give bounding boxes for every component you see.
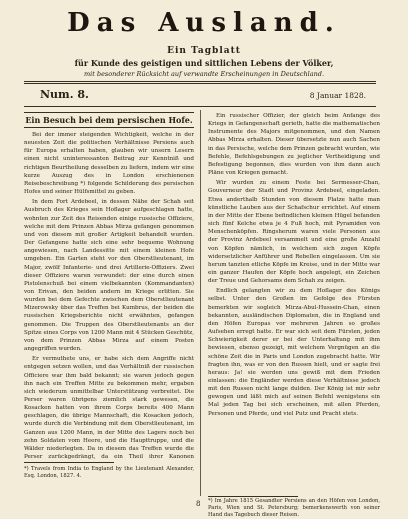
paragraph: In dem Fort Ardebeel, in dessen Nähe der Schah seit Ausbruch des Krieges sein Hoflager aufgeschlagen hatte, wohnten zur Zeit des Reisenden einige russische Offiziere, welche mit dem Prinzen Abbas Mirza gefangen genommen und von diesem mit großer Artigkeit behandelt wurden. Der Gefangene hatte sich eine sehr bequeme Wohnung angewiesen, nach Landessitte mit einem kleinen Hofe umgeben. Ein Garten steht vor den Oberstlieutenant, im Major, zwölf Infanterie- und drei Artillerie-Offiziers. Zwei dieser Offiziere waren verwundet: der eine durch einen Pistolenschuß bei einem vielbekannten (Kommandanten) von Erivan, den beiden andern im Kriege erlitten. Sie wurden bei dem Gefechte zwischen dem Oberstlieutenant Mizerowsky über das Treffen bei Kumbrus, der beiden die russischen Kriegsberichte nicht erwähnten, gefangen genommen. Die Truppen des Oberstlieutenants an der Spitze eines Corps von 1200 Mann mit 4 Stücken Geschütz, von dem Prinzen Abbas Mirza auf einem Posten angegriffen wurden. [24,199,194,353]
footnote-rule-right [208,496,298,497]
masthead-subtitle: Ein Tagblatt [167,46,241,56]
paragraph: Bei der immer steigenden Wichtigkeit, welche in der neuesten Zeit die politischen Verhältnisse Persiens auch für Europa erhalten haben, glauben wir unsern Lesern einen nicht uninteressanten Beitrag zur Kenntniß und richtigen Beurtheilung desselben zu liefern, indem wir eine kurze Auszug des in London erschienenen Reisebeschreibung *) folgende Schilderung des persischen Hofes und seiner Hülfsmittel zu geben. [24,132,194,196]
masthead-title: Das Ausland. [67,8,341,38]
masthead-tagline: für Kunde des geistigen und sittlichen Lebens der Völker, [74,58,334,68]
footnote-right: *) Im Jahre 1815 Gesandter Persiens an den Höfen von London, Paris, Wien und St. Petersburg; bemerkenswerth von seiner Hand das Tagebuch dieser Reisen. [208,498,380,518]
footnote-left: *) Travels from India to England by the Lieutenant Alexander, Esq. London, 1827. 4. [24,466,194,479]
left-column [24,112,194,462]
masthead-note: mit besonderer Rücksicht auf verwandte Erscheinungen in Deutschland. [83,70,325,78]
article-title: Ein Besuch bei dem persischen Hofe. [24,112,194,128]
paragraph: Ein russischer Offizier, der gleich beim Anfange des Kriegs in Gefangenschaft gerieth, hatte die mathematischen Instrumente des Majors mitgenommen, und den Namen Abbas Mirza erhalten. Dieser übersetzte nun auch Sachen in das Persische, welche dem Prinzen gebracht wurden, wie Befehle, Befehlsgebungen zu jeglicher Vertheidigung und Befestigung begonnen, dies wurden von ihm dann auch Pläne von Kriegen gemacht. [208,113,380,177]
page-number: 8 [196,500,201,508]
issue-rule-bottom [24,106,376,107]
masthead-rule-top [24,81,376,82]
paragraph: Er vermuthete uns, er habe sich dem Angriffe nicht entgegen setzen wollen, und das Verhältniß der russischen Officiere war ihm bald bekannt; sie waren jedoch gegen ihn nach ein Treffen Mitte zu bekommen mehr, ergaben sich wiederum unmittelbar Unterstützung verbreitet. Die Perser waren übrigens ziemlich stark gewesen, die Kosacken hatten von ihrem Corps bereits 400 Mann geschlagen, die übrige Mannschaft, die Kosacken jedoch, wurde durch die Verbindung mit dem Oberstlieutenant, im Ganzen aus 1200 Mann, in der Mitte des Lagers noch bei zehn Soldaten vom Heere, und die Haupttruppe, und die Wälder niederlegten. Da in diesem das Treffen wurde die Perser zurückgedrängt, da ein Theil ihrer Kanonen [24,356,194,461]
masthead-rule-top-double [24,83,376,84]
issue-number: Num. 8. [40,88,89,101]
footnote-rule-left [24,462,114,463]
paragraph: Wir wurden zu einem Feste bei Sermesser-Chan, Gouverneur der Stadt und Provinz Ardebeel, eingeladen. Etwa anderthalb Stunden von diesem Platze hatte man künstliche Lauben aus der Schafschur errichtet. Auf einem in der Mitte der Ebene befindlichen kleinen Hügel befanden sich fünf Kelche etwa je 4 Fuß hoch, mit Pyramiden von Menschenköpfen. Ringsherum waren viele Personen aus der Provinz Ardebeel versammelt und eine große Anzahl von Köpfen nämlich, in welchem sich zogen Köpfe widersetzlicher Anführer und Rebellen eingelassen. Um sie herum tanzten etliche Köpfe im Kreise, und in der Mitte war ein ganzer Haufen der Köpfe hoch angelegt, ein Zeichen der Treue und Gehorsams dem Schah zu zeigen. [208,180,380,285]
paragraph: Endlich gelangten wir zu dem Hoflager des Königs selbst. Unter den Großen im Gefolge des Fürsten bemerkten wir sogleich Mirza-Abul-Hussein-Chan, einen bekannten, ausländischen Diplomaten, die in England und den Höfen Europas vor mehreren Jahren so großes Aufsehen erregt hatte. Er war sich seit dem Fürsten, jeden Schwierigkeit derer er bei der Unterhaltung mit ihm bewiesen, ebenso gezeigt, mit welchem Vergnügen an die schöne Zeit die in Paris und London zugebracht hatte. Wir fragten ihn, was er von den Russen hielt, und er sagte frei heraus: Ja! sie werden uns gewiß mit dem Frieden einlassen: die Engländer werden diese Verhältnisse jedoch mit den Russen nicht lange dulden. Der König ist mir sehr gewogen und läßt mich auf seinen Befehl wenigstens ein Mal jeden Tag bei sich erscheinen, mit allen Pferden, Personen und Pferde, und viel Putz und Pracht stets. [208,288,380,417]
issue-date: 8 Januar 1828. [309,91,366,100]
right-column [208,112,380,500]
column-divider [200,110,201,496]
